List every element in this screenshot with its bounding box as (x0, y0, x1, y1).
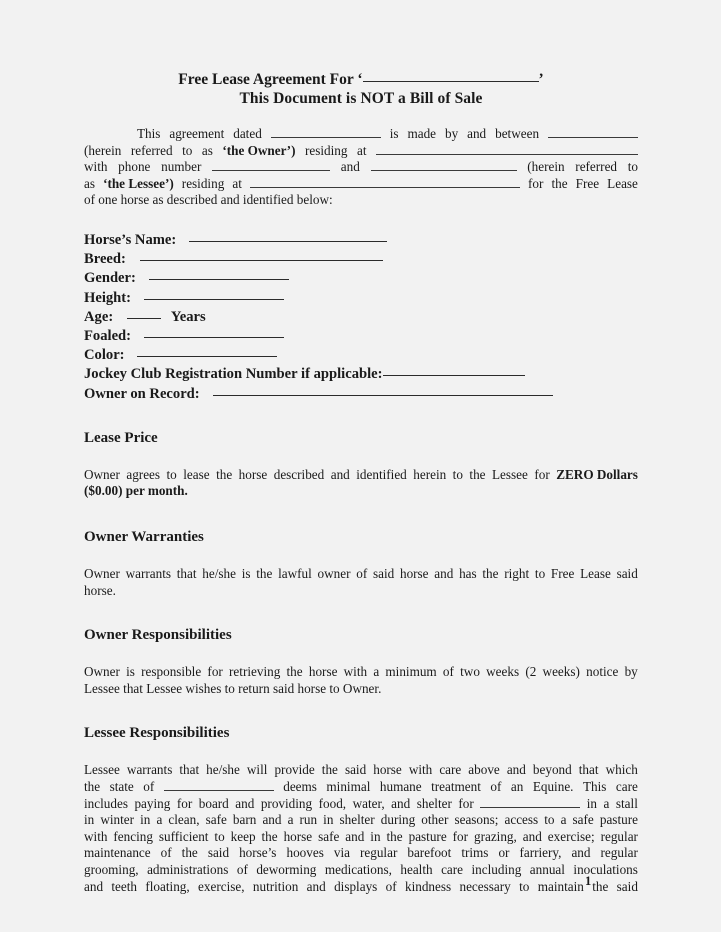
word: to (534, 565, 546, 581)
title-line-2: This Document is NOT a Bill of Sale (239, 90, 483, 107)
heading-owner-warranties: Owner Warranties (84, 528, 204, 545)
lessee-line-6 (84, 845, 638, 862)
page-number: 1 (585, 874, 592, 888)
word: of (236, 861, 248, 877)
word: hooves (286, 845, 324, 861)
intro-word: phone (118, 159, 151, 175)
word: winter (100, 812, 135, 828)
word: and (84, 878, 104, 894)
lessee-name-blank-rule[interactable] (371, 170, 517, 171)
word: for (176, 795, 193, 811)
word: the (84, 778, 101, 794)
lessee-line-3 (84, 796, 638, 813)
field-height (84, 289, 638, 308)
lessee-line-4 (84, 812, 638, 829)
paragraph-lease-price (84, 467, 638, 500)
title-line-1 (84, 70, 638, 89)
word: owner (317, 565, 351, 581)
intro-word: (herein (527, 159, 565, 175)
word: is (241, 565, 251, 581)
word: care (615, 778, 638, 794)
word: providing (260, 795, 313, 811)
word: in (370, 828, 381, 844)
word: the (321, 762, 338, 778)
paragraph-lessee-responsibilities (84, 762, 638, 895)
word: Equine. (532, 778, 574, 794)
word: horse (283, 828, 313, 844)
intro-word: (herein (84, 142, 122, 158)
field-blank-rule[interactable] (144, 299, 284, 300)
lessee-line-7 (84, 862, 638, 879)
word: of (490, 778, 502, 794)
field-color (84, 346, 638, 365)
word: regular (600, 828, 638, 844)
word: Free (550, 565, 575, 581)
word: humane (379, 778, 422, 794)
word: minimum (385, 664, 437, 680)
owner-warranties-line-2: horse. (84, 582, 116, 598)
word: horse (308, 664, 338, 680)
word: lawful (278, 565, 312, 581)
word: to (214, 828, 225, 844)
lease-amount-words: ZERO Dollars (556, 466, 638, 482)
word: a (603, 795, 610, 811)
word: two (460, 664, 480, 680)
lessee-line-8 (84, 879, 638, 896)
title-blank-rule[interactable] (363, 81, 539, 82)
owner-responsibilities-line-1 (84, 664, 638, 681)
intro-word: with (84, 159, 108, 175)
field-blank-rule[interactable] (213, 395, 553, 396)
lessee-address-blank-rule[interactable] (250, 187, 520, 188)
word: barefoot (407, 845, 452, 861)
word: Owner (84, 664, 120, 680)
word: displays (334, 878, 378, 894)
intro-line-2 (84, 143, 638, 160)
word: the (261, 828, 278, 844)
owner-address-blank-rule[interactable] (376, 154, 638, 155)
lease-price-line-1 (84, 467, 638, 484)
word: that (578, 762, 599, 778)
word: clean, (168, 812, 200, 828)
intro-word: to (182, 142, 193, 158)
horse-details-fields (84, 231, 638, 404)
word: (2 (525, 664, 537, 680)
field-breed (84, 250, 638, 269)
field-label: Age: (84, 308, 114, 325)
intro-word: as (201, 142, 213, 158)
intro-word: between (495, 126, 540, 141)
word: nutrition (252, 878, 299, 894)
word: fencing (113, 828, 153, 844)
word: which (605, 762, 638, 778)
intro-line-3 (84, 159, 638, 176)
word: during (380, 812, 416, 828)
word: weeks (486, 664, 520, 680)
word: that (179, 762, 200, 778)
word: grazing, (473, 828, 517, 844)
word: horse (238, 466, 268, 482)
word: annual (529, 861, 565, 877)
word: of (442, 664, 454, 680)
word: care (441, 861, 464, 877)
word: exercise; (547, 828, 595, 844)
word: seasons; (454, 812, 499, 828)
word: teeth (111, 878, 138, 894)
word: by (624, 664, 638, 680)
word: pasture (408, 828, 447, 844)
word: treatment (431, 778, 481, 794)
word: a (560, 812, 567, 828)
date-blank-rule[interactable] (271, 137, 381, 138)
intro-word: and (467, 126, 487, 141)
word: via (333, 845, 350, 861)
word: horse (399, 565, 429, 581)
field-blank-rule[interactable] (189, 241, 387, 242)
word: water, (352, 795, 385, 811)
word: a (287, 812, 294, 828)
word: Owner (84, 565, 120, 581)
word: for (534, 466, 550, 482)
field-label: Jockey Club Registration Number if applicable: (84, 366, 383, 383)
word: regular (360, 845, 398, 861)
intro-word: to (627, 159, 638, 175)
field-blank-rule[interactable] (127, 318, 161, 319)
word: is (126, 664, 135, 680)
word: with (343, 664, 368, 680)
word: regular (600, 845, 638, 861)
word: other (421, 812, 449, 828)
word: said (344, 762, 367, 778)
word: an (510, 778, 524, 794)
word: he/she (206, 762, 240, 778)
word: said (616, 878, 638, 894)
intro-word: residing (304, 142, 348, 158)
intro-word: Lease (607, 175, 638, 191)
word: said (207, 845, 230, 861)
field-gender (84, 269, 638, 288)
owner-term: ‘the Owner’) (222, 142, 296, 158)
word: or (498, 845, 510, 861)
word: warrants (126, 762, 173, 778)
field-label: Owner on Record: (84, 385, 200, 402)
word: access (504, 812, 539, 828)
word: above (468, 762, 500, 778)
word: said (372, 565, 395, 581)
word: notice (586, 664, 619, 680)
word: retrieving (229, 664, 281, 680)
word: he/she (202, 565, 236, 581)
word: Lease (580, 565, 611, 581)
word: the (386, 828, 403, 844)
word: warrants (125, 565, 172, 581)
owner-warranties-line-1 (84, 566, 638, 583)
word: a (373, 664, 380, 680)
word: described (273, 466, 325, 482)
word: pasture (599, 812, 638, 828)
word: the (482, 565, 499, 581)
heading-lease-price: Lease Price (84, 429, 158, 446)
field-blank-rule[interactable] (140, 260, 383, 261)
word: and (345, 828, 365, 844)
intro-word: as (84, 175, 95, 191)
word: said (616, 565, 638, 581)
word: safe (318, 828, 340, 844)
lessee-line-2 (84, 779, 638, 796)
word: barn (232, 812, 257, 828)
intro-word: referred (130, 142, 173, 158)
field-foaled (84, 327, 638, 346)
document-body (84, 70, 638, 895)
lease-price-line-2 (84, 483, 638, 500)
field-blank-rule[interactable] (383, 375, 525, 376)
word: beyond (532, 762, 572, 778)
word: run (299, 812, 318, 828)
field-jockey-club-registration (84, 365, 638, 384)
intro-word: dated (233, 126, 262, 141)
field-label: Horse’s Name: (84, 231, 177, 248)
word: floating, (145, 878, 190, 894)
intro-word: for (528, 175, 544, 191)
intro-word: the (551, 175, 568, 191)
word: safe (572, 812, 594, 828)
word: in (323, 812, 334, 828)
intro-line-1 (84, 126, 638, 143)
word: horse’s (239, 845, 277, 861)
word: of (160, 845, 172, 861)
word: in (586, 795, 598, 811)
word: in (84, 812, 95, 828)
heading-owner-responsibilities: Owner Responsibilities (84, 627, 232, 644)
word: inoculations (573, 861, 638, 877)
field-owner-on-record (84, 385, 638, 404)
word: the (592, 878, 609, 894)
word: and (235, 795, 255, 811)
word: kindness (404, 878, 452, 894)
owner-responsibilities-line-2: Lessee that Lessee wishes to return said horse to Owner. (84, 680, 382, 696)
field-horse-name (84, 231, 638, 250)
intro-word: at (356, 142, 367, 158)
word: safe (205, 812, 227, 828)
intro-word: residing (181, 175, 225, 191)
intro-word: number (161, 159, 202, 175)
word: of (356, 565, 368, 581)
word: shelter (339, 812, 375, 828)
paragraph-owner-responsibilities (84, 664, 638, 697)
word: maintain (537, 878, 584, 894)
phone-blank-rule[interactable] (212, 170, 330, 171)
word: provide (274, 762, 315, 778)
word: herein (413, 466, 447, 482)
word: care (439, 762, 462, 778)
document-title (84, 70, 638, 108)
field-label: Height: (84, 289, 132, 306)
word: and (506, 762, 526, 778)
word: including (471, 861, 522, 877)
word: food, (318, 795, 347, 811)
intro-paragraph (84, 126, 638, 209)
shelter-duration-blank-rule[interactable] (480, 807, 580, 808)
word: responsible (141, 664, 202, 680)
field-label: Foaled: (84, 327, 132, 344)
word: identified (356, 466, 407, 482)
word: to (519, 878, 530, 894)
word: administrations (147, 861, 229, 877)
intro-word: agreement (169, 126, 225, 141)
word: to (544, 812, 555, 828)
word: the (469, 466, 486, 482)
title-suffix: ’ (538, 71, 544, 88)
word: for (458, 795, 474, 811)
word: minimal (326, 778, 371, 794)
word: and (262, 812, 282, 828)
intro-word: by (444, 126, 459, 141)
lease-amount-numeric: ($0.00) per month. (84, 483, 188, 499)
word: Lessee (84, 762, 120, 778)
word: the (256, 565, 273, 581)
word: grooming, (84, 861, 139, 877)
field-label: Color: (84, 347, 125, 364)
intro-word: is (389, 126, 399, 141)
word: health (400, 861, 433, 877)
word: paying (134, 795, 171, 811)
word: a (156, 812, 163, 828)
word: that (176, 565, 197, 581)
field-age (84, 308, 638, 327)
word: in (140, 812, 151, 828)
word: to (166, 466, 177, 482)
word: has (459, 565, 477, 581)
word: and (522, 828, 542, 844)
intro-word: referred (575, 159, 618, 175)
intro-word: Free (575, 175, 600, 191)
word: of (143, 778, 155, 794)
word: keep (230, 828, 256, 844)
word: will (246, 762, 268, 778)
field-blank-rule[interactable] (144, 337, 284, 338)
title-prefix: Free Lease Agreement For ‘ (178, 71, 363, 88)
word: for (452, 828, 469, 844)
word: deworming (256, 861, 317, 877)
word: and (571, 845, 591, 861)
word: necessary (459, 878, 511, 894)
word: right (504, 565, 530, 581)
word: with (84, 828, 108, 844)
word: and (330, 466, 350, 482)
word: exercise, (198, 878, 245, 894)
word: the (286, 664, 303, 680)
field-suffix-years: Years (170, 308, 206, 325)
word: Lessee (492, 466, 528, 482)
field-blank-rule[interactable] (149, 279, 289, 280)
intro-word: at (232, 175, 242, 191)
state-blank-rule[interactable] (164, 790, 274, 791)
word: the (216, 466, 233, 482)
intro-line-4 (84, 176, 638, 193)
word: sufficient (158, 828, 209, 844)
intro-word: made (407, 126, 437, 141)
lessee-line-1 (84, 762, 638, 779)
paragraph-owner-warranties (84, 566, 638, 599)
heading-lessee-responsibilities: Lessee Responsibilities (84, 725, 230, 742)
word: and (434, 565, 454, 581)
word: state (109, 778, 134, 794)
word: and (391, 795, 411, 811)
field-label: Gender: (84, 270, 136, 287)
word: to (452, 466, 463, 482)
lessee-term: ‘the Lessee’) (103, 175, 174, 191)
word: weeks) (542, 664, 580, 680)
word: lease (183, 466, 210, 482)
word: agrees (126, 466, 161, 482)
field-label: Breed: (84, 251, 126, 268)
intro-line-5: of one horse as described and identified below: (84, 192, 333, 208)
word: trims (461, 845, 489, 861)
word: stall (615, 795, 638, 811)
word: medications, (324, 861, 392, 877)
word: shelter (416, 795, 452, 811)
word: deems (283, 778, 317, 794)
intro-word: and (340, 159, 360, 175)
word: with (408, 762, 433, 778)
lessee-line-5 (84, 829, 638, 846)
word: maintenance (84, 845, 151, 861)
word: includes (84, 795, 128, 811)
word: the (181, 845, 198, 861)
word: This (582, 778, 607, 794)
word: of (385, 878, 397, 894)
intro-word: This (136, 126, 161, 141)
owner-name-blank-rule[interactable] (548, 137, 638, 138)
word: farriery, (519, 845, 562, 861)
word: horse (373, 762, 402, 778)
word: for (207, 664, 223, 680)
word: and (306, 878, 326, 894)
word: Owner (84, 466, 120, 482)
word: board (198, 795, 229, 811)
field-blank-rule[interactable] (137, 356, 277, 357)
